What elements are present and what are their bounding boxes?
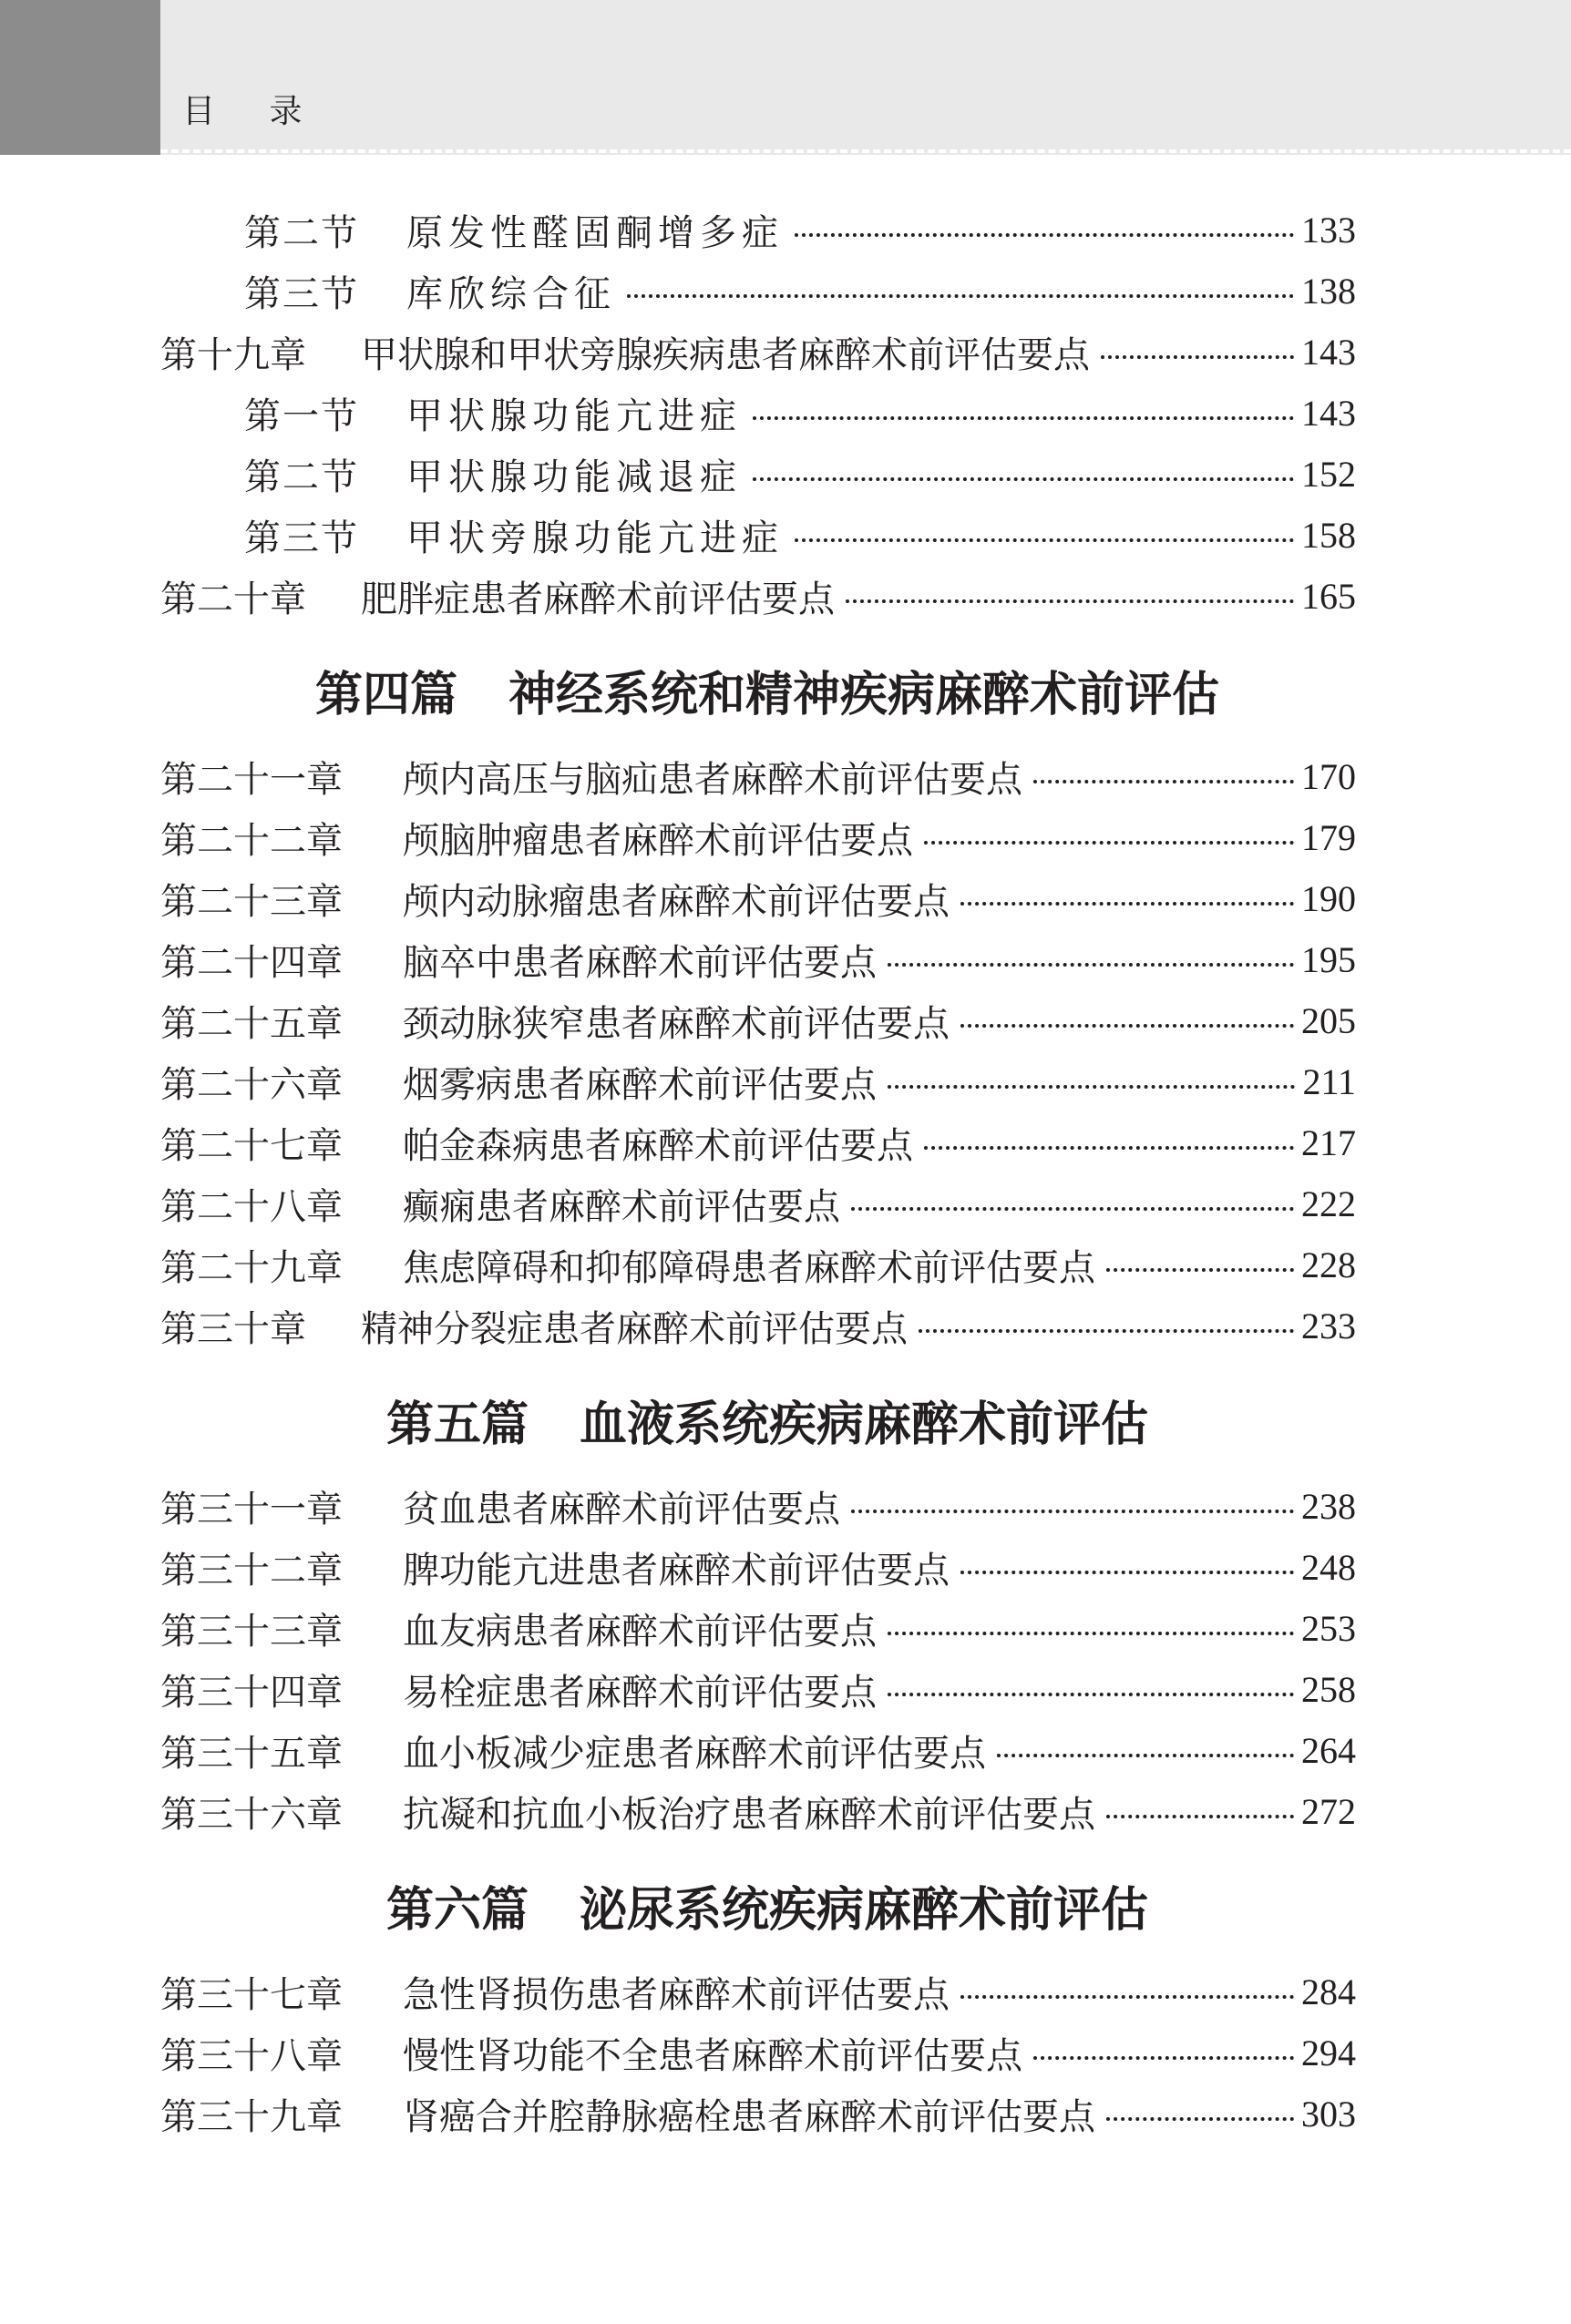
toc-chapter-entry[interactable] [160,1054,1356,1109]
chapter-number: 第二十三章 [160,880,343,923]
section-title: 甲状腺功能亢进症 [406,394,742,437]
chapter-title: 颅脑肿瘤患者麻醉术前评估要点 [403,819,913,862]
page-number: 303 [1301,2093,1356,2135]
chapter-title: 急性肾损伤患者麻醉术前评估要点 [403,1973,950,2016]
dot-leader [888,1693,1294,1696]
chapter-title: 颅内动脉瘤患者麻醉术前评估要点 [403,880,950,923]
dot-leader [960,1995,1294,1999]
chapter-title: 抗凝和抗血小板治疗患者麻醉术前评估要点 [403,1793,1095,1836]
page-number: 158 [1301,514,1356,556]
dot-leader [851,1207,1294,1211]
page-number: 248 [1301,1546,1356,1588]
dot-leader [795,233,1294,237]
chapter-number: 第三十二章 [160,1549,343,1592]
dot-leader [1101,355,1294,359]
page-number: 284 [1301,1971,1356,2012]
part-title: 神经系统和精神疾病麻醉术前评估 [508,668,1220,722]
chapter-number: 第三十三章 [160,1610,343,1653]
toc-chapter-entry[interactable] [160,1298,1356,1353]
chapter-number: 第二十九章 [160,1246,343,1289]
section-title: 甲状腺功能减退症 [406,456,742,498]
toc-chapter-entry[interactable] [160,993,1356,1048]
chapter-title: 血小板减少症患者麻醉术前评估要点 [403,1732,986,1775]
toc-chapter-entry[interactable] [160,1176,1356,1231]
chapter-title: 癫痫患者麻醉术前评估要点 [403,1185,840,1228]
part-number: 第五篇 [385,1397,529,1452]
part-title: 血液系统疾病麻醉术前评估 [580,1397,1149,1452]
chapter-title: 慢性肾功能不全患者麻醉术前评估要点 [403,2034,1022,2077]
chapter-title: 焦虑障碍和抑郁障碍患者麻醉术前评估要点 [403,1246,1095,1289]
chapter-title: 烟雾病患者麻醉术前评估要点 [403,1063,877,1106]
section-title: 甲状旁腺功能亢进症 [406,517,784,559]
chapter-title: 颅内高压与脑疝患者麻醉术前评估要点 [403,758,1022,801]
page-number: 258 [1301,1668,1356,1710]
page-number: 195 [1301,938,1356,980]
page-number: 217 [1301,1121,1356,1163]
page-number: 264 [1301,1729,1356,1771]
chapter-title: 易栓症患者麻醉术前评估要点 [403,1671,877,1714]
header-divider [160,149,1571,153]
toc-section-entry[interactable] [244,263,1356,318]
dot-leader [888,1632,1294,1635]
dot-leader [1033,780,1294,783]
toc-chapter-entry[interactable] [160,1479,1356,1533]
chapter-number: 第二十六章 [160,1063,343,1106]
chapter-number: 第三十七章 [160,1973,343,2016]
toc-chapter-entry[interactable] [160,1964,1356,2019]
page-number: 294 [1301,2032,1356,2073]
page-number: 272 [1301,1790,1356,1832]
dot-leader [627,294,1294,298]
dot-leader [888,963,1294,967]
section-number: 第一节 [244,394,359,437]
part-heading [0,1879,1571,1942]
part-number: 第四篇 [314,668,457,722]
dot-leader [924,841,1294,845]
chapter-title: 精神分裂症患者麻醉术前评估要点 [361,1307,908,1350]
toc-chapter-entry[interactable] [160,1784,1356,1838]
chapter-number: 第三十章 [160,1307,306,1350]
chapter-title: 脾功能亢进患者麻醉术前评估要点 [403,1549,950,1592]
page-number: 228 [1301,1244,1356,1285]
chapter-number: 第二十四章 [160,941,343,984]
toc-chapter-entry[interactable] [160,749,1356,804]
toc-chapter-entry[interactable] [160,1237,1356,1292]
chapter-number: 第三十五章 [160,1732,343,1775]
toc-section-entry[interactable] [244,507,1356,562]
chapter-title: 贫血患者麻醉术前评估要点 [403,1488,840,1531]
dot-leader [960,902,1294,906]
dot-leader [888,1085,1295,1089]
page-number: 143 [1301,392,1356,434]
chapter-number: 第三十四章 [160,1671,343,1714]
chapter-title: 颈动脉狭窄患者麻醉术前评估要点 [403,1002,950,1045]
dot-leader [851,1510,1294,1513]
chapter-number: 第二十章 [160,578,306,620]
toc-chapter-entry[interactable] [160,1115,1356,1170]
section-title: 原发性醛固酮增多症 [406,211,784,254]
dot-leader [960,1571,1294,1574]
chapter-number: 第二十七章 [160,1124,343,1167]
header-tab [0,0,160,155]
section-number: 第二节 [244,456,359,498]
chapter-number: 第三十六章 [160,1793,343,1836]
toc-chapter-entry[interactable] [160,1662,1356,1716]
chapter-number: 第三十九章 [160,2095,343,2138]
chapter-number: 第十九章 [160,333,306,376]
chapter-number: 第三十八章 [160,2034,343,2077]
toc-chapter-entry[interactable] [160,1601,1356,1655]
page-header-title: 目 录 [182,93,324,130]
dot-leader [846,599,1294,603]
dot-leader [960,1024,1294,1028]
toc-chapter-entry[interactable] [160,2086,1356,2141]
chapter-title: 肥胖症患者麻醉术前评估要点 [361,578,835,620]
page-number: 138 [1301,270,1356,312]
page-number: 222 [1301,1182,1356,1224]
chapter-number: 第二十八章 [160,1185,343,1228]
page-number: 205 [1301,999,1356,1041]
chapter-number: 第二十一章 [160,758,343,801]
section-title: 库欣综合征 [406,272,616,315]
chapter-title: 甲状腺和甲状旁腺疾病患者麻醉术前评估要点 [361,333,1090,376]
dot-leader [924,1146,1294,1150]
toc-chapter-entry[interactable] [160,810,1356,865]
page-number: 165 [1301,575,1356,617]
toc-chapter-entry[interactable] [160,2025,1356,2080]
chapter-title: 帕金森病患者麻醉术前评估要点 [403,1124,913,1167]
section-number: 第二节 [244,211,359,254]
toc-chapter-entry[interactable] [160,1723,1356,1777]
chapter-title: 肾癌合并腔静脉癌栓患者麻醉术前评估要点 [403,2095,1095,2138]
chapter-number: 第三十一章 [160,1488,343,1531]
page-number: 238 [1301,1485,1356,1527]
toc-chapter-entry[interactable] [160,932,1356,987]
section-number: 第三节 [244,272,359,315]
toc-chapter-entry[interactable] [160,1540,1356,1594]
part-heading [0,1393,1571,1457]
toc-section-entry[interactable] [244,202,1356,257]
toc-section-entry[interactable] [244,385,1356,440]
dot-leader [753,477,1294,481]
toc-chapter-entry[interactable] [160,871,1356,926]
section-number: 第三节 [244,517,359,559]
dot-leader [919,1329,1294,1333]
chapter-title: 血友病患者麻醉术前评估要点 [403,1610,877,1653]
page-number: 253 [1301,1607,1356,1649]
part-heading [0,663,1571,727]
page-number: 179 [1301,816,1356,858]
page-number: 211 [1302,1060,1356,1102]
page-number: 152 [1301,453,1356,495]
page-number: 170 [1301,755,1356,797]
toc-chapter-entry[interactable] [160,324,1356,379]
toc-chapter-entry[interactable] [160,568,1356,623]
chapter-title: 脑卒中患者麻醉术前评估要点 [403,941,877,984]
chapter-number: 第二十五章 [160,1002,343,1045]
dot-leader [753,416,1294,420]
page-number: 133 [1301,209,1356,251]
part-title: 泌尿系统疾病麻醉术前评估 [580,1883,1149,1938]
page-number: 190 [1301,877,1356,919]
dot-leader [795,538,1294,542]
page-number: 143 [1301,331,1356,373]
dot-leader [1106,1815,1294,1818]
page-number: 233 [1301,1305,1356,1346]
part-number: 第六篇 [385,1883,529,1938]
dot-leader [1106,1268,1294,1272]
dot-leader [1033,2056,1294,2060]
chapter-number: 第二十二章 [160,819,343,862]
dot-leader [997,1754,1294,1757]
toc-section-entry[interactable] [244,446,1356,501]
dot-leader [1106,2117,1294,2121]
